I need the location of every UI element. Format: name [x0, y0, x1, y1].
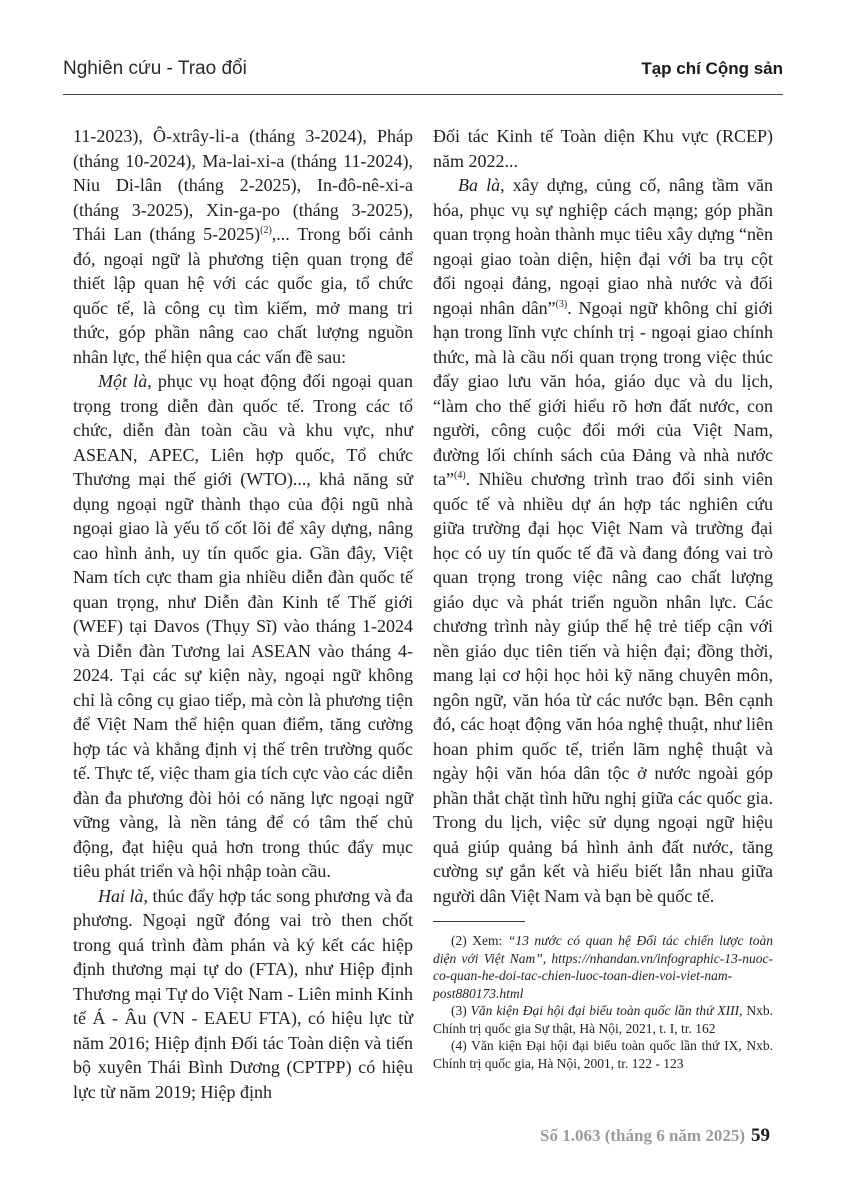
paragraph-point-three	[433, 173, 773, 908]
footnote-ref-3[interactable]: (3)	[555, 298, 568, 310]
footnote-3	[433, 1002, 773, 1037]
footnote-3-title: Văn kiện Đại hội đại biểu toàn quốc lần thứ XIII	[470, 1003, 740, 1018]
footnote-3-rest: , Nxb. Chính trị quốc gia Sự thật, Hà Nội, 2021, t. I, tr. 162	[433, 1003, 773, 1036]
section-title: Nghiên cứu - Trao đổi	[63, 58, 247, 79]
journal-name: Tạp chí Cộng sản	[641, 59, 783, 78]
issue-label: Số 1.063 (tháng 6 năm 2025)	[540, 1126, 745, 1145]
point-three-lead: Ba là	[458, 175, 501, 195]
point-two-text: , thúc đẩy hợp tác song phương và đa phương. Ngoại ngữ đóng vai trò then chốt trong quá trình đàm phán và ký kết các hiệp định thương mại tự do (FTA), như Hiệp định Thương mại Tự do Việt Nam - Liên minh Kinh tế Á - Âu (VN - EAEU FTA), có hiệu lực từ năm 2016; Hiệp định Đối tác Toàn diện và tiến bộ xuyên Thái Bình Dương (CPTPP) có hiệu lực từ năm 2019; Hiệp định	[73, 885, 413, 1102]
point-one-lead: Một là	[98, 371, 148, 391]
footnote-2	[433, 932, 773, 1002]
footnote-4	[433, 1037, 773, 1072]
page-header	[63, 58, 783, 88]
point-one-text: , phục vụ hoạt động đối ngoại quan trọng trong diễn đàn quốc tế. Trong các tổ chức, diễn đàn toàn cầu và khu vực, như ASEAN, APEC, Liên hợp quốc, Tổ chức Thương mại thế giới (WTO)..., khả năng sử dụng ngoại ngữ thành thạo của đội ngũ nhà ngoại giao là yếu tố cốt lõi để xây dựng, nâng cao hình ảnh, uy tín quốc gia. Gần đây, Việt Nam tích cực tham gia nhiều diễn đàn quốc tế quan trọng, như Diễn đàn Kinh tế Thế giới (WEF) tại Davos (Thụy Sĩ) vào tháng 1-2024 và Diễn đàn Tương lai ASEAN vào tháng 4-2024. Tại các sự kiện này, ngoại ngữ không chỉ là công cụ giao tiếp, mà còn là phương tiện để Việt Nam thể hiện quan điểm, tăng cường hợp tác và khẳng định vị thế trên trường quốc tế. Thực tế, việc tham gia tích cực vào các diễn đàn đa phương đòi hỏi có năng lực ngoại ngữ vững vàng, là nền tảng để có tâm thế chủ động, đạt hiệu quả hơn trong thúc đẩy mục tiêu phát triển và hội nhập toàn cầu.	[73, 371, 413, 881]
right-column	[433, 124, 773, 1072]
footnote-ref-4[interactable]: (4)	[453, 470, 466, 481]
footnote-divider	[433, 921, 525, 922]
paragraph-point-two	[73, 884, 413, 1105]
intro-tail: ,... Trong bối cảnh đó, ngoại ngữ là phương tiện quan trọng để thiết lập quan hệ với các quốc gia, tổ chức quốc tế, là công cụ tìm kiếm, mở mang tri thức, góp phần nâng cao chất lượng nguồn nhân lực, thể hiện qua các vấn đề sau:	[73, 224, 413, 367]
header-divider	[63, 94, 783, 95]
footnote-2-source[interactable]: “13 nước có quan hệ Đối tác chiến lược toàn diện với Việt Nam”, https://nhandan.vn/infographic-13-nuoc-co-quan-he-doi-tac-chien-luoc-toan-dien-voi-viet-nam-post880173.html	[433, 933, 773, 1001]
paragraph-point-one	[73, 369, 413, 884]
page-number: 59	[751, 1125, 770, 1146]
point-three-tail: . Nhiều chương trình trao đổi sinh viên quốc tế và nhiều dự án hợp tác nghiên cứu giữa trường đại học Việt Nam và trường đại học có uy tín quốc tế đã và đang đóng vai trò quan trọng trong việc nâng cao chất lượng giáo dục và phát triển nguồn nhân lực. Các chương trình này giúp thế hệ trẻ tiếp cận với nền giáo dục tiên tiến và hiện đại; đồng thời, mang lại cơ hội học hỏi kỹ năng chuyên môn, ngôn ngữ, văn hóa từ các nước bạn. Bên cạnh đó, các hoạt động văn hóa nghệ thuật, như liên hoan phim quốc tế, triển lãm nghệ thuật và ngày hội văn hóa dân tộc ở nước ngoài góp phần thắt chặt tình hữu nghị giữa các quốc gia. Trong du lịch, việc sử dụng ngoại ngữ hiệu quả giúp quảng bá hình ảnh đất nước, tăng cường sự gắn kết và hiểu biết lẫn nhau giữa người dân Việt Nam và bạn bè quốc tế.	[433, 469, 773, 906]
page-footer	[540, 1125, 770, 1147]
footnote-2-label: (2) Xem:	[451, 933, 508, 948]
continuation-text: Đối tác Kinh tế Toàn diện Khu vực (RCEP) năm 2022...	[433, 126, 773, 171]
intro-text: 11-2023), Ô-xtrây-li-a (tháng 3-2024), Pháp (tháng 10-2024), Ma-lai-xi-a (tháng 11-2024), Niu Di-lân (tháng 2-2025), In-đô-nê-xi-a (tháng 3-2025), Xin-ga-po (tháng 3-2025), Thái Lan (tháng 5-2025)	[73, 126, 413, 244]
point-three-mid: . Ngoại ngữ không chỉ giới hạn trong lĩnh vực chính trị - ngoại giao chính thức, mà là cầu nối quan trọng trong việc thúc đẩy giao lưu văn hóa, giáo dục và du lịch, “làm cho thế giới hiểu rõ hơn đất nước, con người, công cuộc đổi mới của Việt Nam, đường lối chính sách của Đảng và nhà nước ta”	[433, 297, 773, 489]
paragraph-intro	[73, 124, 413, 369]
paragraph-continuation	[433, 124, 773, 173]
footnote-3-label: (3)	[451, 1003, 471, 1018]
footnote-ref-2[interactable]: (2)	[260, 225, 272, 236]
left-column	[73, 124, 413, 1104]
footnote-4-text: (4) Văn kiện Đại hội đại biểu toàn quốc lần thứ IX, Nxb. Chính trị quốc gia, Hà Nội, 2001, tr. 122 - 123	[433, 1038, 773, 1071]
point-three-text: , xây dựng, củng cố, nâng tầm văn hóa, phục vụ sự nghiệp cách mạng; góp phần quan trọng hoàn thành mục tiêu xây dựng “nền ngoại giao toàn diện, hiện đại với ba trụ cột đối ngoại đảng, ngoại giao nhà nước và đối ngoại nhân dân”	[433, 175, 773, 318]
point-two-lead: Hai là	[98, 885, 144, 906]
